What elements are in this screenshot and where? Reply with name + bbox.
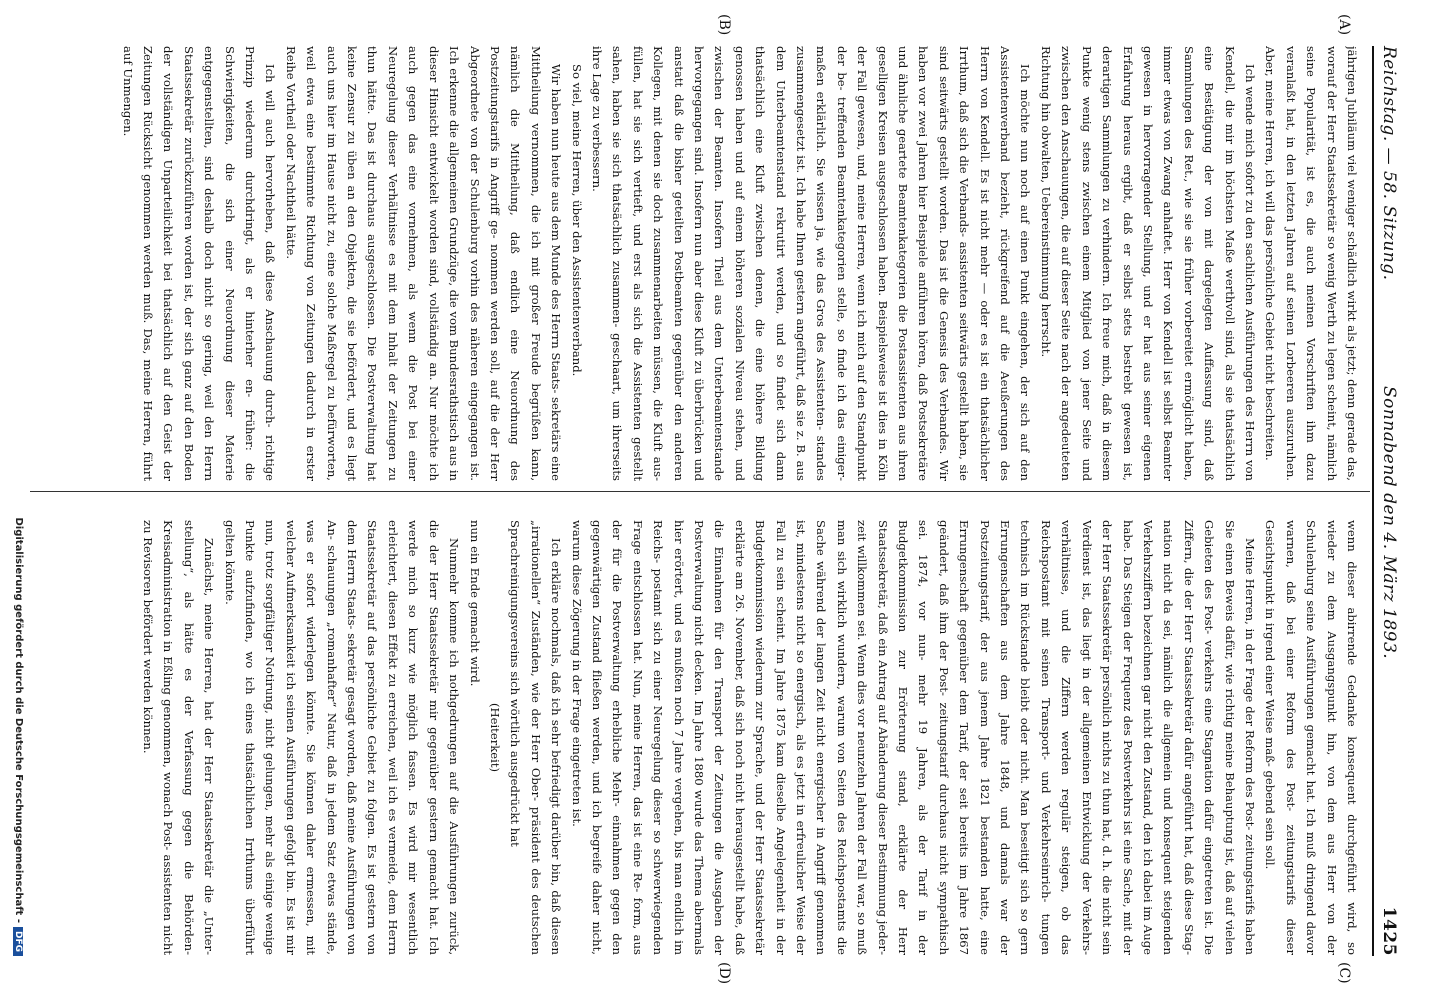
credit-text: Digitalisierung gefördert durch die Deutsche Forschungsgemeinschaft - [13,517,24,923]
digitization-credit [13,46,24,956]
left-paragraph-3: Ich möchte nun noch auf einen Punkt eingehen, der sich auf den Assistentenverband bezieht, rückgreifend auf die Aeußerungen des Herrn von Kendell. Es ist nicht mehr — oder es ist ein thatsächlicher Irrthum, daß sich die Verbands- assistenten seitwärts gestellt haben, sie sind seitwärts gestellt worden. Das ist die Genesis des Verbandes. Wir haben vor zwei Jahren hier Beispiele anführen hören, daß Postsekretäre und ähnliche geartete Beamtenkategorien die Postassistenten aus ihren geselligen Kreisen ausgeschlossen haben. Beispielsweise ist dies in Köln der Fall gewesen, und, meine Herren, wenn ich mich auf den Standpunkt der be- treffenden Beamtenkategorien stelle, so finde ich das einiger- maßen erklärlich. Sie wissen ja, wie das Gros des Assistenten- standes zusammengesetzt ist. Ich habe Ihnen gestern angeführt, daß sie z. B. aus dem Unterbeamtenstand rekrutirt werden, und so findet sich dann thatsächlich eine Kluft zwischen denen, die eine höhere Bildung genossen haben und auf einem höheren sozialen Niveau stehen, und zwischen der Beamten. Insofern Theil aus dem Unterbeamtenstande hervorgegangen sind. Insofern nun aber diese Kluft zu überbrücken und anstatt daß die bisher geteilten Postbeamten gegenüber den anderen Kollegen, mit denen sie doch zusammenarbeiten müssen, die Kluft aus- füllen, hat sie sich vertieft, und erst als sich die Assistenten gestellt sahen, haben sie sich thatsächlich zusammen- geschaart, um ihrerseits ihre Lage zu verbessern. [589,46,1033,481]
column-divider [30,491,1370,492]
right-paragraph-5: Nunmehr komme ich nothgedrungen auf die Ausführungen zurück, die der Herr Staatssekretär mir gegenüber gestern gemacht hat. Ich werde mich so kurz wie möglich fassen. Es wird mir wesentlich erleichtert, diesen Effekt zu erreichen, weil ich es vermeide, dem Herrn Staatssekretär auf das persönliche Gebiet zu folgen. Es ist gestern von dem Herrn Staats- sekretär gesagt worden, daß meine Ausführungen von An- schauungen „romanhafter“ Natur, daß in jedem Satz etwas stände, was er sofort widerlegen könnte. Sie können daher ermessen, mit welcher Aufmerksamkeit ich seinen Ausführungen gefolgt bin. Es ist mir nun, trotz sorgfältiger Notirung, nicht gelungen, mehr als einige wenige Punkte aufzufinden, wo ich eines thatsächlichen Irrthums überführt gelten könnte. [222,520,462,955]
interjection: (Heiterkeit) [487,702,502,773]
margin-marker-a: (A) [1336,14,1352,36]
right-paragraph-6: Zunächst, meine Herren, hat der Herr Staatssekretär die „Unter- stellung“, als hätte es der Verfassung gegen die Behörden- Kreisadministration in Eßling genommen, wonach Post- assistenten nicht zu Revisoren befördert werden können. [141,520,217,955]
right-paragraph-3: Ich erkläre nochmals, daß ich sehr befriedigt darüber bin, daß diesen „irrationellen“ Zuständen, wie der Herr Ober- präsident des deutschen Sprachreinigungsvereins sich wörtlich ausgedrückt hat [508,520,564,955]
page-header [1372,46,1404,956]
right-column [138,520,1362,955]
header-left: Reichstag. — 58. Sitzung. [1379,46,1399,281]
right-paragraph-4: nun ein Ende gemacht wird. [467,520,482,687]
page-number: 1425 [1379,906,1399,956]
left-paragraph-5: Wir haben nun heute aus dem Munde des Herrn Staats- sekretärs eine Mittheilung vernommen, die ich mit großer Freude begrüßen kann, nämlich die Mittheilung, daß endlich eine Neuordnung des Postzeitungstarifs in Angriff ge- nommen werden soll, auf die der Herr Abgeordnete von der Schulenburg vorhin des näheren eingegangen ist. Ich erkenne die allgemeinen Grundzüge, die vom Bundesrathstisch aus in dieser Hinsicht entwickelt worden sind, vollständig an. Nur möchte ich auch gegen das eine vornehmen, als wenn die Post bei einer Neuregelung dieser Verhältnisse es mit dem Inhalt der Zeitungen zu thun hätte. Das ist durchaus ausgeschlossen. Die Postverwaltung hat keine Zensur zu üben an den Objekten, die sie befördert, und es liegt auch uns hier im Hause nicht zu, eine solche Maßregel zu befürworten, weil etwa eine bestimmte Richtung von Zeitungen dadurch in erster Reihe Vortheil oder Nachtheil hätte. [283,46,564,481]
margin-marker-b: (B) [716,14,732,36]
margin-marker-c: (C) [1336,962,1352,984]
left-paragraph-2: Ich wende mich sofort zu den sachlichen Ausführungen des Herrn von Kendell, die mir im höchsten Maße werthvoll sind, als sie thatsächlich eine Bestätigung der von mit dargelegten Auffassung sind, daß Sammlungen des Ret., wie sie sie früher vorbereitet ermöglicht haben, immer etwas von Zwang anhaftet. Herr von Kendell ist selbst Beamter gewesen in hervorragender Stellung, und er hat aus seiner eigenen Erfahrung heraus ergibt, daß er selbst stets bestrebt gewesen ist, derartigen Sammlungen zu verhindern. Ich freue mich, daß in diesem Punkte wenig stens zwischen einem Mitglied von jener Seite und zwischen den Anschauungen, die auf dieser Seite nach der angedeuteten Richtung hin obwalten, Uebereinstimmung herrscht. [1038,46,1257,481]
left-column [117,46,1362,481]
header-date: Sonnabend den 4. März 1893. [1379,386,1399,660]
right-paragraph-1: wenn dieser abirrende Gedanke konsequent durchgeführt wird, so wieder zu dem Ausgangspunkt hin, von dem aus Herr von der Schulenburg seine Ausführungen gemacht hat. Ich muß dringend davor warnen, daß bei einer Reform des Post- zeitungstarifs dieser Gesichtspunkt in irgend einer Weise maß- gebend sein soll. [1263,520,1359,955]
margin-marker-d: (D) [716,962,732,985]
left-paragraph-1: jährigen Jubiläum viel weniger schädlich wirkt als jetzt; denn gerade das, worauf der Herr Staatssekretär so wenig Werth zu legen scheint, nämlich seine Popularität, ist es, die auch meinen Vorschriften ihm dazu veranlaßt hat, in den letzten Jahren auf seinen Lorbeeren auszuruhen. Aber, meine Herren, ich will das persönliche Gebiet nicht beschreiten. [1263,46,1359,481]
right-paragraph-2: Meine Herren, in der Frage der Reform des Post- zeitungstarifs haben Sie einen Beweis dafür, wie richtig meine Behauptung ist, daß auf vielen Gebieten des Post- verkehrs eine Stagnation dafür eingetreten ist. Die Ziffern, die der Herr Staatssekretär dafür angeführt hat, daß diese Stag- nation nicht da sei, nämlich die allgemein und konsequent steigenden Verkehrsziffern bezeichnen gar nicht den Zustand, den ich dabei im Auge habe. Das Steigen der Frequenz des Postverkehrs ist eine Sache, mit der der Herr Staatssekretär persönlich nichts zu thun hat, d. h. die nicht sein Verdienst ist, das liegt in der allgemeinen Entwicklung der Verkehrs- verhältnisse, und die Ziffern werden regulär steigen, ob das Reichspostamt mit seinen Transport- und Verkehrseinrich- tungen technisch im Rückstande bleibt oder nicht. Man beseitigt sich so gern Errungenschaften aus dem Jahre 1848, und damals war der Postzeitungstarif, der aus jenem Jahre 1821 bestanden hatte, eine Errungenschaft gegenüber dem Tarif, der seit bereits im Jahre 1867 geändert, daß ihm der Post- zeitungstarif durchaus nicht sympathisch sei. 1874, vor nun- mehr 19 Jahren, als der Tarif in der Budgetkommission zur Erörterung stand, erklärte der Herr Staatssekretär, daß ein Antrag auf Abänderung dieser Bestimmung jeder- zeit willkommen sei. Wenn dies vor neunzehn Jahren der Fall war, so muß man sich wirklich wundern, warum von Seiten des Reichspostamts die Sache während der langen Zeit nicht energischer in Angriff genommen ist, mindestens nicht so energisch, als es jetzt in erfreulicher Weise der Fall zu sein scheint. Im Jahre 1875 kam dieselbe Angelegenheit in der Budgetkommission wiederum zur Sprache, und der Herr Staatssekretär erklärte am 26. November, daß sich noch nicht herausgestellt habe, daß die Einnahmen für den Transport der Zeitungen die Ausgaben der Postverwaltung nicht decken. Im Jahre 1880 wurde das Thema abermals hier erörtert, und es mußten noch 7 Jahre vergehen, bis man endlich im Reichs- postamt sich zu einer Neuregelung dieser so schwerwiegenden Frage entschlossen hat. Nun, meine Herren, das ist eine Re- form, aus der für die Postverwaltung erhebliche Mehr- einnahmen gegen den gegenwärtigen Zustand fließen werden, und ich begreife daher nicht, warum diese Zögerung in der Frage eingetreten ist. [569,520,1257,955]
dfg-logo: DFG [13,927,23,956]
left-paragraph-4: So viel, meine Herren, über den Assistentenverband. [569,64,584,377]
left-paragraph-6: Ich will auch hervorheben, daß diese Anschauung durch- richtige Prinzip wiederum durchdringt, als er hinterher en- früher: die Schwierigkeiten, die sich einer Neuordnung dieser Materie entgegenstellten, sind deshalb doch nicht so gering, weil den Herrn Staatssekretär zurückzuführen worden ist, der sich ganz auf den Boden der vollständigen Unparteilichkeit bei thatsächlich auf den Geist der Zeitungen Rücksicht genommen werden muß. Das, meine Herren, führt auf Unmengen. [120,46,278,481]
